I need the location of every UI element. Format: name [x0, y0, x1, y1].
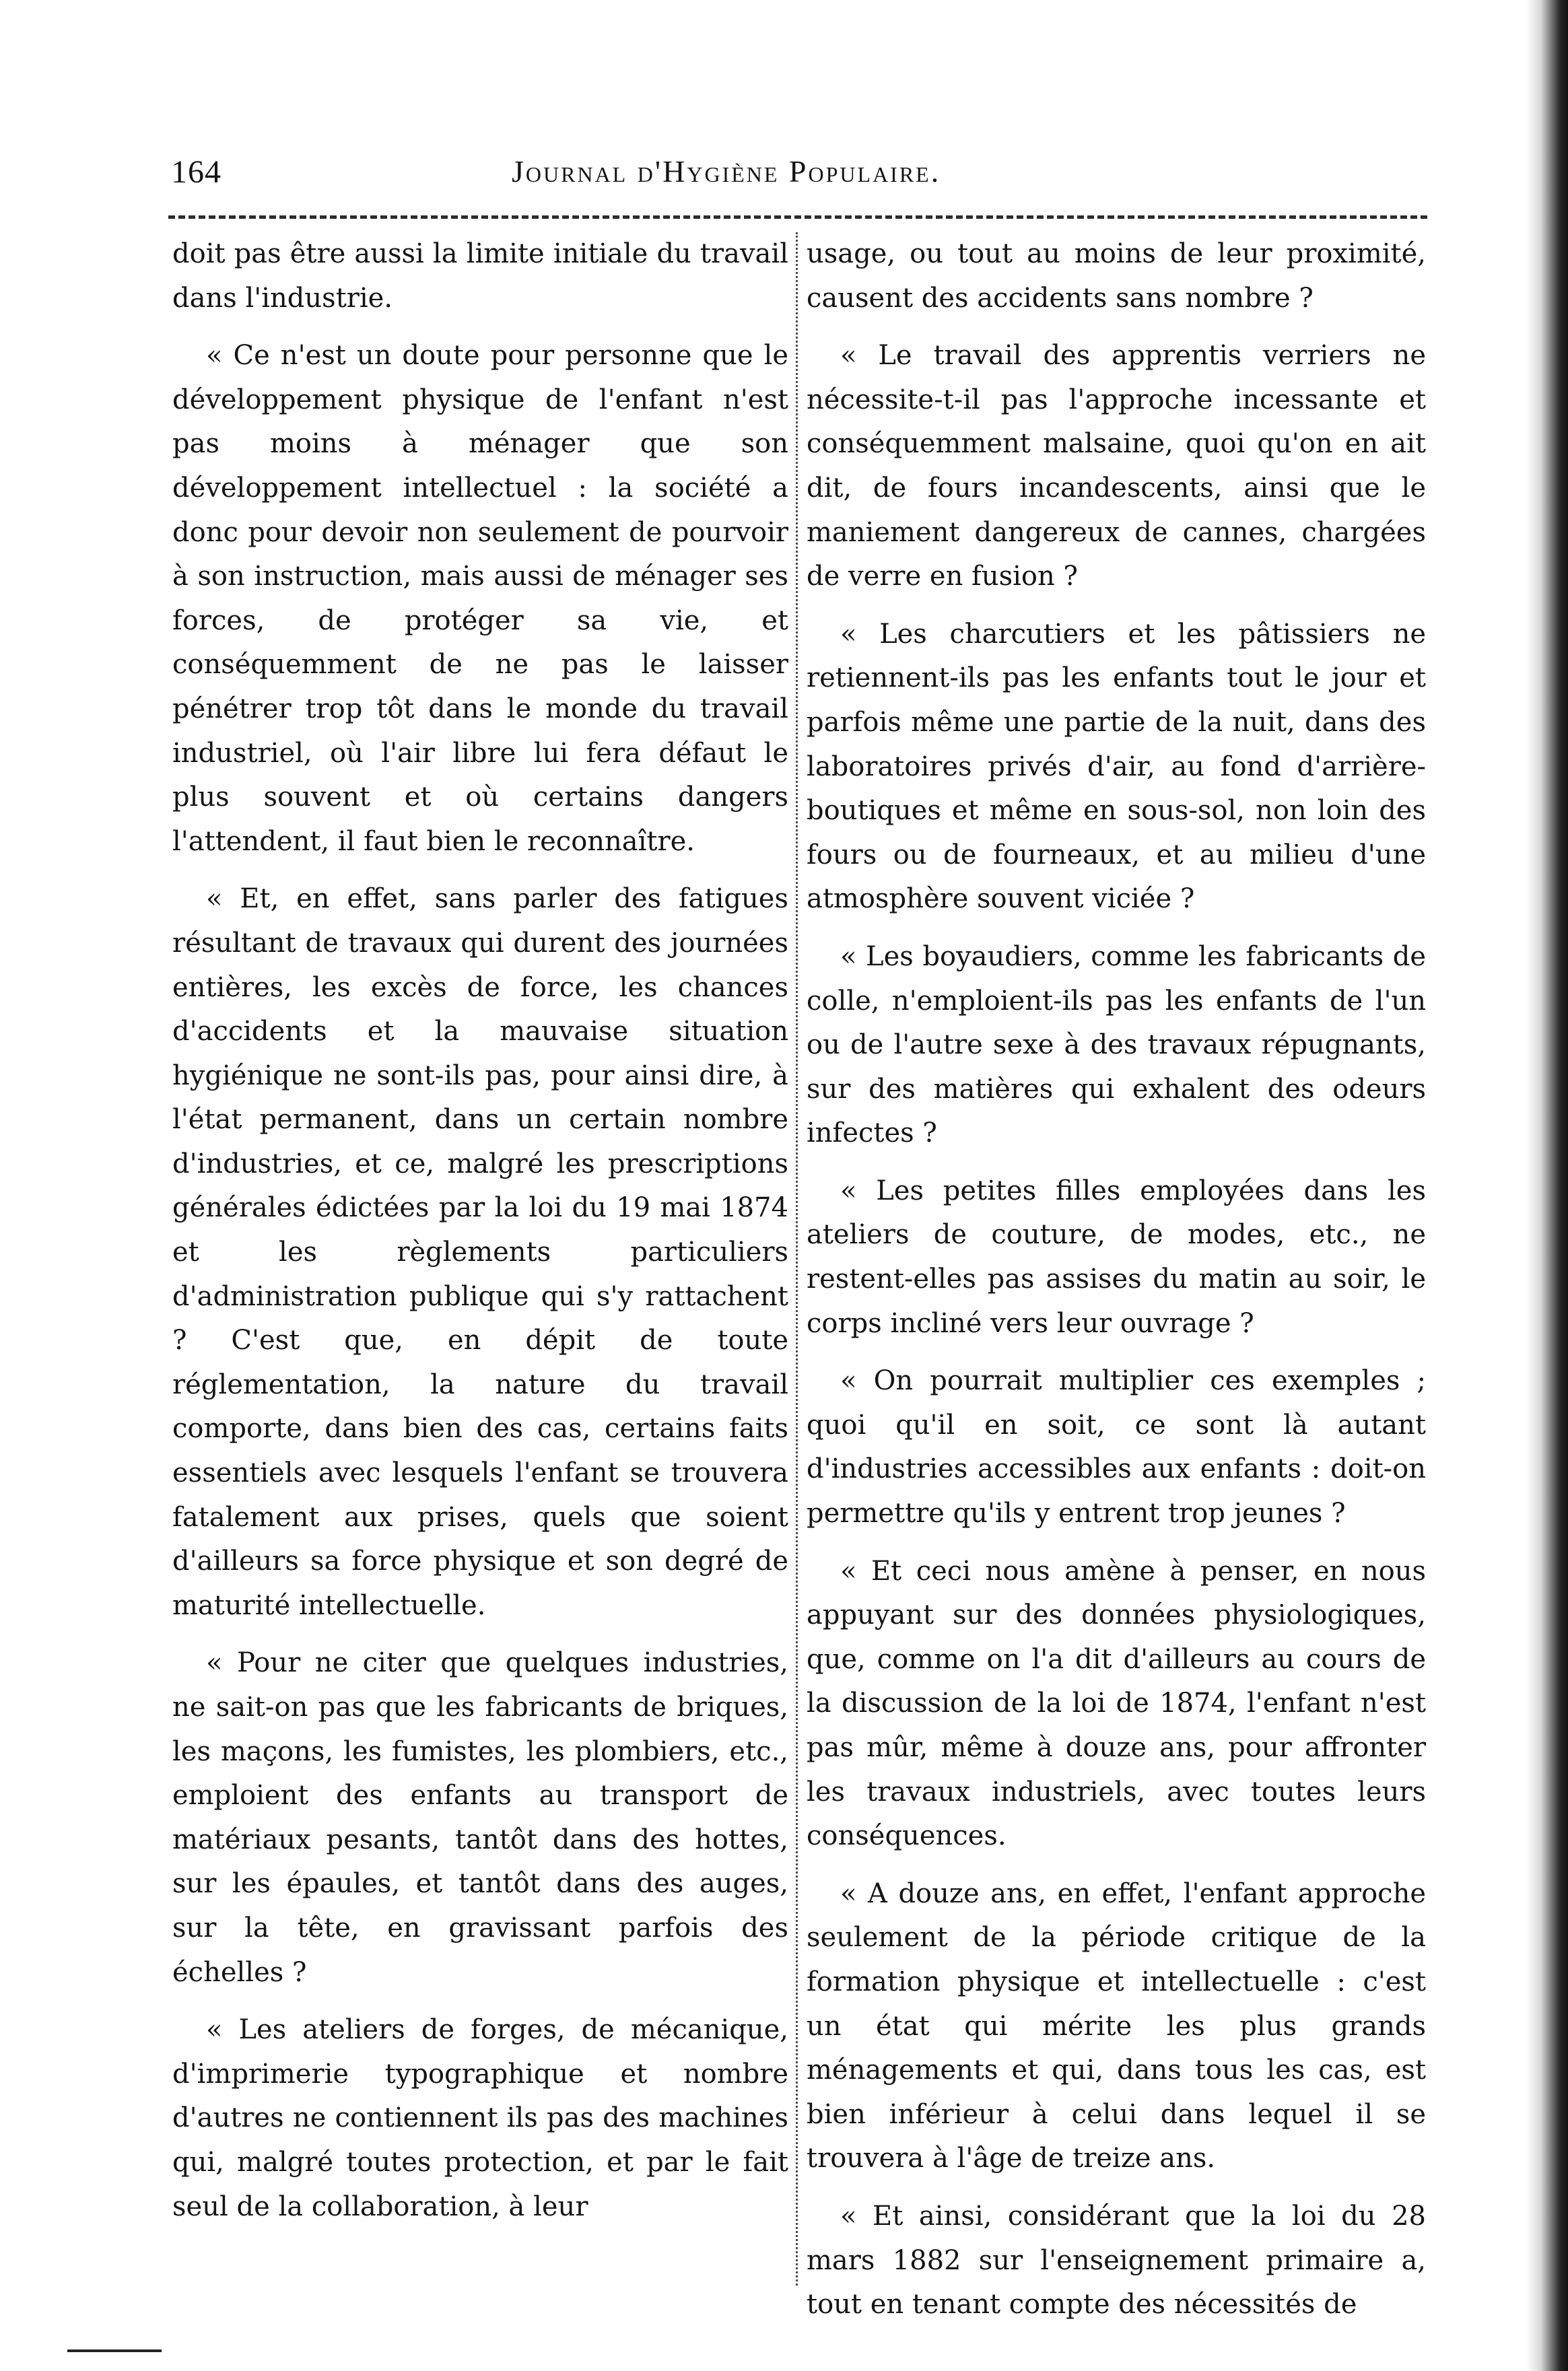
paragraph: « Et, en effet, sans parler des fatigues résultant de travaux qui durent des journées entières, les excès de force, les chances d'accidents et la mauvaise situation hygiénique ne sont-ils pas, pour ainsi dire, à l'état permanent, dans un certain nombre d'industries, et ce, malgré les prescriptions générales édictées par la loi du 19 mai 1874 et les règlements particuliers d'administration publique qui s'y rattachent ? C'est que, en dépit de toute réglementation, la nature du travail comporte, dans bien des cas, certains faits essentiels avec lesquels l'enfant se trouvera fatalement aux prises, quels que soient d'ailleurs sa force physique et son degré de maturité intellectuelle. — [172, 883, 788, 1621]
paragraph: « Pour ne citer que quelques industries, ne sait-on pas que les fabricants de briques, les maçons, les fumistes, les plombiers, etc., emploient des enfants au transport de matériaux pesants, tantôt dans des hottes, sur les épaules, et tantôt dans des auges, sur la tête, en gravissant parfois des échelles ? — [172, 1647, 788, 1988]
paragraph: « Les charcutiers et les pâtissiers ne retiennent-ils pas les enfants tout le jour et parfois même une partie de la nuit, dans des laboratoires privés d'air, au fond d'arrière-boutiques et même en sous-sol, non loin des fours ou de fourneaux, et au milieu d'une atmosphère souvent viciée ? — [807, 618, 1426, 915]
paragraph: « Le travail des apprentis verriers ne nécessite-t-il pas l'approche incessante et conséquemment malsaine, quoi qu'on en ait dit, de fours incandescents, ainsi que le maniement dangereux de cannes, chargées de verre en fusion ? — [807, 340, 1426, 592]
paragraph: usage, ou tout au moins de leur proximité, causent des accidents sans nombre ? — [807, 238, 1426, 314]
header-rule — [168, 215, 1427, 219]
paragraph: « Et ceci nous amène à penser, en nous appuyant sur des données physiologiques, que, comme on l'a dit d'ailleurs au cours de la discussion de la loi de 1874, l'enfant n'est pas mûr, même à douze ans, pour affronter les travaux industriels, avec toutes leurs conséquences. — [807, 1555, 1426, 1852]
paragraph: « Les ateliers de forges, de mécanique, d'imprimerie typographique et nombre d'autres ne contiennent ils pas des machines qui, malgré toutes protection, et par le fait seul de la collaboration, à leur — [172, 2014, 788, 2222]
page-corner-mark — [67, 2349, 162, 2352]
paragraph: doit pas être aussi la limite initiale du travail dans l'industrie. — [172, 238, 788, 314]
right-text-column — [807, 232, 1426, 2327]
page-edge-shadow — [1526, 0, 1568, 2371]
paragraph: « Ce n'est un doute pour personne que le développement physique de l'enfant n'est pas moins à ménager que son développement intellectuel : la société a donc pour devoir non seulement de pourvoir à son instruction, mais aussi de ménager ses forces, de protéger sa vie, et conséquemment de ne pas le laisser pénétrer trop tôt dans le monde du travail industriel, où l'air libre lui fera défaut le plus souvent et où certains dangers l'attendent, il faut bien le reconnaître. — [172, 340, 788, 857]
paragraph: « On pourrait multiplier ces exemples ; quoi qu'il en soit, ce sont là autant d'industries accessibles aux enfants : doit-on permettre qu'ils y entrent trop jeunes ? — [807, 1365, 1426, 1530]
paragraph: « A douze ans, en effet, l'enfant approche seulement de la période critique de la formation physique et intellectuelle : c'est un état qui mérite les plus grands ménagements et qui, dans tous les cas, est bien inférieur à celui dans lequel il se trouvera à l'âge de treize ans. — [807, 1878, 1426, 2174]
paragraph: « Les petites filles employées dans les ateliers de couture, de modes, etc., ne restent-elles pas assises du matin au soir, le corps incliné vers leur ouvrage ? — [807, 1175, 1426, 1339]
paragraph: « Et ainsi, considérant que la loi du 28 mars 1882 sur l'enseignement primaire a, tout en tenant compte des nécessités de — [807, 2200, 1426, 2321]
left-text-column — [172, 232, 788, 2229]
running-title: Journal d'Hygiène Populaire. — [512, 154, 941, 188]
paragraph: « Les boyaudiers, comme les fabricants de colle, n'emploient-ils pas les enfants de l'un ou de l'autre sexe à des travaux répugnants, sur des matières qui exhalent des odeurs infectes ? — [807, 940, 1426, 1149]
column-divider — [796, 232, 798, 2286]
page-number: 164 — [171, 154, 221, 190]
